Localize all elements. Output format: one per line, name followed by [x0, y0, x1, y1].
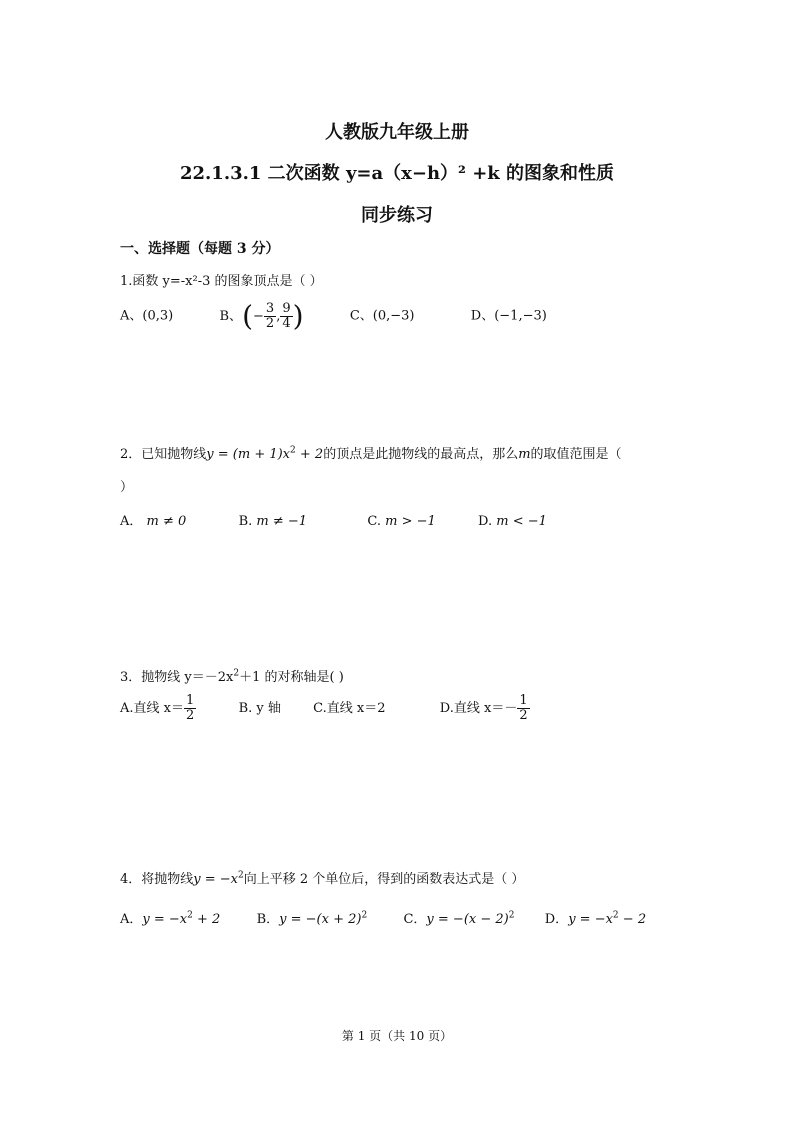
- option-b: B. y 轴: [238, 701, 281, 716]
- section-heading: 一、选择题（每题 3 分）: [120, 241, 280, 257]
- option-a: A.直线 x＝ $\frac{1}{2}$: [120, 693, 195, 723]
- option-c: C. m > −1: [367, 514, 436, 529]
- question-2-stem: 2．已知抛物线$y = (m + 1)x^2 + 2$的顶点是此抛物线的最高点，那么m的取值范围是（: [120, 445, 622, 462]
- question-4-stem: 4．将抛物线$y = -x^2$向上平移 2 个单位后，得到的函数表达式是（ ）: [120, 870, 525, 887]
- option-d: D．$y = -x^2 - 2$: [544, 910, 647, 927]
- option-d: D.直线 x＝－ $\frac{1}{2}$: [439, 693, 528, 723]
- question-2-stem-continued: ）: [120, 480, 134, 495]
- option-a: A、(0,3): [120, 308, 174, 324]
- question-3-options: [120, 690, 530, 728]
- document-subheading: 同步练习: [361, 205, 433, 226]
- option-d: D、(−1,−3): [470, 308, 547, 324]
- option-c: C.直线 x＝2: [313, 701, 386, 716]
- question-4-options: [120, 908, 646, 927]
- document-title: 人教版九年级上册: [325, 122, 469, 143]
- document-subtitle: 22.1.3.1 二次函数 y=a（x−h）² +k 的图象和性质: [179, 163, 615, 184]
- option-d: D. m < −1: [478, 514, 547, 529]
- option-c: C．$y = -(x - 2)^2$: [403, 910, 515, 927]
- option-b: B．$y = -(x + 2)^2$: [256, 910, 368, 927]
- option-b: B、(− $\frac{3}{2}$ , $\frac{9}{4}$ ): [219, 299, 304, 332]
- question-3-stem: 3．抛物线 $y=-2x^2+1$ 的对称轴是( ): [120, 668, 344, 685]
- page-number: 第 1 页（共 10 页）: [341, 1029, 453, 1043]
- option-b: B. m ≠ −1: [238, 514, 308, 529]
- option-a: A．$y = -x^2 + 2$: [120, 910, 221, 927]
- option-c: C、(0,−3): [349, 308, 415, 324]
- question-2-options: [120, 510, 547, 529]
- option-a: A． m ≠ 0: [120, 514, 187, 529]
- question-1-options: [120, 300, 547, 332]
- question-1-stem: 1.函数 y=-x²-3 的图象顶点是（ ）: [120, 274, 323, 289]
